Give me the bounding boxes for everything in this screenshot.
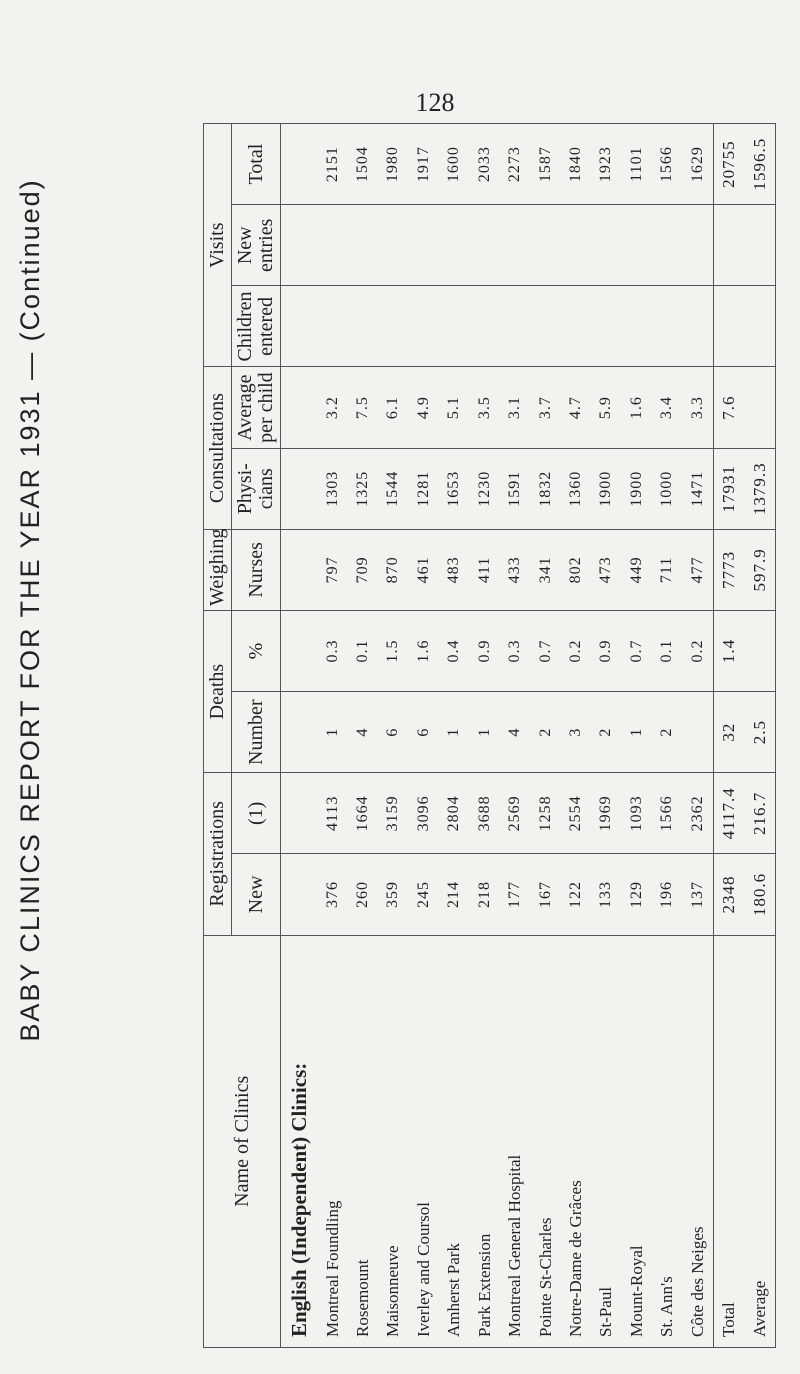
new-entries-cell	[469, 205, 499, 286]
clinic-name: Mount-Royal	[622, 935, 652, 1347]
num-cell: 3	[561, 692, 591, 773]
num-cell: 2.5	[744, 692, 775, 773]
total-cell: 1917	[409, 124, 439, 205]
table-row	[469, 124, 499, 1348]
children-entered-cell	[469, 286, 499, 367]
table-row	[439, 124, 469, 1348]
num-cell: 2	[591, 692, 621, 773]
nurses-cell: 802	[561, 529, 591, 610]
clinic-name: Maisonneuve	[378, 935, 408, 1347]
num-cell: 6	[409, 692, 439, 773]
avg-cell: 3.3	[682, 367, 713, 448]
total-cell: 1840	[561, 124, 591, 205]
total-cell: 1980	[378, 124, 408, 205]
reg1-cell: 1664	[348, 773, 378, 854]
phys-cell: 17931	[713, 448, 744, 529]
table-row	[348, 124, 378, 1348]
num-cell: 32	[713, 692, 744, 773]
new-cell: 260	[348, 854, 378, 935]
children-entered-cell	[500, 286, 530, 367]
num-cell: 6	[378, 692, 408, 773]
new-entries-cell	[378, 205, 408, 286]
new-cell: 167	[530, 854, 560, 935]
table-body	[281, 124, 776, 1348]
avg-cell	[744, 367, 775, 448]
header-group-row	[204, 124, 232, 1348]
children-entered-cell	[409, 286, 439, 367]
avg-cell: 7.6	[713, 367, 744, 448]
phys-cell: 1471	[682, 448, 713, 529]
clinic-name: Rosemount	[348, 935, 378, 1347]
pct-cell: 0.7	[622, 610, 652, 691]
avg-cell: 3.4	[652, 367, 682, 448]
table-row	[409, 124, 439, 1348]
new-cell: 122	[561, 854, 591, 935]
reg1-cell: 4113	[317, 773, 347, 854]
new-cell: 137	[682, 854, 713, 935]
num-cell: 4	[500, 692, 530, 773]
children-entered-cell	[439, 286, 469, 367]
total-cell: 1923	[591, 124, 621, 205]
table-row	[622, 124, 652, 1348]
header-pct: %	[232, 610, 281, 691]
pct-cell: 0.1	[348, 610, 378, 691]
pct-cell: 1.6	[409, 610, 439, 691]
children-entered-cell	[652, 286, 682, 367]
clinic-name: Total	[713, 935, 744, 1347]
avg-cell: 3.1	[500, 367, 530, 448]
header-registrations: Registrations	[204, 773, 232, 935]
pct-cell: 0.2	[561, 610, 591, 691]
table-row	[561, 124, 591, 1348]
children-entered-cell	[622, 286, 652, 367]
avg-cell: 3.2	[317, 367, 347, 448]
nurses-cell: 711	[652, 529, 682, 610]
reg1-cell: 3688	[469, 773, 499, 854]
reg1-cell: 4117.4	[713, 773, 744, 854]
avg-cell: 3.7	[530, 367, 560, 448]
header-consultations: Consultations	[204, 367, 232, 529]
pct-cell: 0.4	[439, 610, 469, 691]
average-row	[744, 124, 775, 1348]
new-entries-cell	[409, 205, 439, 286]
num-cell: 1	[469, 692, 499, 773]
clinic-name: Park Extension	[469, 935, 499, 1347]
header-number: Number	[232, 692, 281, 773]
children-entered-cell	[348, 286, 378, 367]
new-entries-cell	[622, 205, 652, 286]
header-average-per-child: Average per child	[232, 367, 281, 448]
new-cell: 180.6	[744, 854, 775, 935]
avg-cell: 7.5	[348, 367, 378, 448]
reg1-cell: 1566	[652, 773, 682, 854]
header-reg1: (1)	[232, 773, 281, 854]
total-cell: 2033	[469, 124, 499, 205]
nurses-cell: 597.9	[744, 529, 775, 610]
page-number: 128	[415, 88, 455, 117]
clinic-name: Iverley and Coursol	[409, 935, 439, 1347]
children-entered-cell	[561, 286, 591, 367]
num-cell: 1	[317, 692, 347, 773]
new-cell: 177	[500, 854, 530, 935]
total-cell: 2273	[500, 124, 530, 205]
header-weighing: Weighing	[204, 529, 232, 610]
new-entries-cell	[439, 205, 469, 286]
total-cell: 1600	[439, 124, 469, 205]
phys-cell: 1281	[409, 448, 439, 529]
clinic-name: Amherst Park	[439, 935, 469, 1347]
new-cell: 245	[409, 854, 439, 935]
header-new-entries: New entries	[232, 205, 281, 286]
phys-cell: 1900	[591, 448, 621, 529]
reg1-cell: 2362	[682, 773, 713, 854]
phys-cell: 1325	[348, 448, 378, 529]
children-entered-cell	[744, 286, 775, 367]
reg1-cell: 3159	[378, 773, 408, 854]
clinic-name: Montreal Foundling	[317, 935, 347, 1347]
new-cell: 129	[622, 854, 652, 935]
header-physicians: Physi-cians	[232, 448, 281, 529]
pct-cell: 0.9	[591, 610, 621, 691]
new-cell: 196	[652, 854, 682, 935]
children-entered-cell	[378, 286, 408, 367]
reg1-cell: 3096	[409, 773, 439, 854]
clinics-table	[203, 123, 776, 1348]
new-cell: 376	[317, 854, 347, 935]
new-entries-cell	[530, 205, 560, 286]
num-cell: 4	[348, 692, 378, 773]
pct-cell: 0.1	[652, 610, 682, 691]
header-nurses: Nurses	[232, 529, 281, 610]
new-entries-cell	[744, 205, 775, 286]
total-cell: 1596.5	[744, 124, 775, 205]
pct-cell: 0.3	[500, 610, 530, 691]
new-cell: 359	[378, 854, 408, 935]
new-entries-cell	[348, 205, 378, 286]
clinic-name: Côte des Neiges	[682, 935, 713, 1347]
new-entries-cell	[682, 205, 713, 286]
table-row	[378, 124, 408, 1348]
table-row	[652, 124, 682, 1348]
header-children-entered: Children entered	[232, 286, 281, 367]
pct-cell	[744, 610, 775, 691]
avg-cell: 5.1	[439, 367, 469, 448]
header-deaths: Deaths	[204, 610, 232, 772]
table-row	[591, 124, 621, 1348]
nurses-cell: 477	[682, 529, 713, 610]
nurses-cell: 797	[317, 529, 347, 610]
reg1-cell: 2804	[439, 773, 469, 854]
nurses-cell: 341	[530, 529, 560, 610]
total-row	[713, 124, 744, 1348]
header-new: New	[232, 854, 281, 935]
phys-cell: 1230	[469, 448, 499, 529]
report-table-wrapper	[203, 123, 776, 1348]
num-cell: 1	[622, 692, 652, 773]
side-title: BABY CLINICS REPORT FOR THE YEAR 1931 — (Continued)	[15, 178, 45, 1042]
num-cell: 1	[439, 692, 469, 773]
section-heading: English (Independent) Clinics:	[281, 935, 318, 1347]
table-row	[530, 124, 560, 1348]
new-entries-cell	[317, 205, 347, 286]
pct-cell: 1.4	[713, 610, 744, 691]
total-cell: 1504	[348, 124, 378, 205]
phys-cell: 1303	[317, 448, 347, 529]
nurses-cell: 473	[591, 529, 621, 610]
new-entries-cell	[652, 205, 682, 286]
new-entries-cell	[713, 205, 744, 286]
total-cell: 20755	[713, 124, 744, 205]
nurses-cell: 449	[622, 529, 652, 610]
avg-cell: 5.9	[591, 367, 621, 448]
nurses-cell: 433	[500, 529, 530, 610]
children-entered-cell	[682, 286, 713, 367]
section-row	[281, 124, 318, 1348]
nurses-cell: 709	[348, 529, 378, 610]
new-entries-cell	[591, 205, 621, 286]
new-cell: 2348	[713, 854, 744, 935]
phys-cell: 1360	[561, 448, 591, 529]
pct-cell: 0.7	[530, 610, 560, 691]
pct-cell: 0.3	[317, 610, 347, 691]
new-cell: 218	[469, 854, 499, 935]
children-entered-cell	[317, 286, 347, 367]
pct-cell: 0.9	[469, 610, 499, 691]
reg1-cell: 216.7	[744, 773, 775, 854]
reg1-cell: 2554	[561, 773, 591, 854]
total-cell: 1101	[622, 124, 652, 205]
num-cell: 2	[530, 692, 560, 773]
header-visits: Visits	[204, 124, 232, 368]
new-entries-cell	[500, 205, 530, 286]
num-cell: 2	[652, 692, 682, 773]
table-row	[682, 124, 713, 1348]
avg-cell: 4.7	[561, 367, 591, 448]
clinic-name: St. Ann's	[652, 935, 682, 1347]
children-entered-cell	[591, 286, 621, 367]
avg-cell: 4.9	[409, 367, 439, 448]
pct-cell: 1.5	[378, 610, 408, 691]
num-cell	[682, 692, 713, 773]
clinic-name: Pointe St-Charles	[530, 935, 560, 1347]
reg1-cell: 1258	[530, 773, 560, 854]
phys-cell: 1544	[378, 448, 408, 529]
phys-cell: 1591	[500, 448, 530, 529]
clinic-name: Average	[744, 935, 775, 1347]
phys-cell: 1900	[622, 448, 652, 529]
nurses-cell: 870	[378, 529, 408, 610]
total-cell: 1629	[682, 124, 713, 205]
phys-cell: 1000	[652, 448, 682, 529]
nurses-cell: 7773	[713, 529, 744, 610]
nurses-cell: 483	[439, 529, 469, 610]
clinic-name: Montreal General Hospital	[500, 935, 530, 1347]
nurses-cell: 461	[409, 529, 439, 610]
header-total: Total	[232, 124, 281, 205]
total-cell: 1566	[652, 124, 682, 205]
nurses-cell: 411	[469, 529, 499, 610]
clinic-name: Notre-Dame de Grâces	[561, 935, 591, 1347]
avg-cell: 1.6	[622, 367, 652, 448]
new-entries-cell	[561, 205, 591, 286]
reg1-cell: 1093	[622, 773, 652, 854]
clinic-name: St-Paul	[591, 935, 621, 1347]
reg1-cell: 1969	[591, 773, 621, 854]
reg1-cell: 2569	[500, 773, 530, 854]
children-entered-cell	[530, 286, 560, 367]
total-cell: 1587	[530, 124, 560, 205]
table-row	[317, 124, 347, 1348]
header-name: Name of Clinics	[204, 935, 281, 1347]
new-cell: 214	[439, 854, 469, 935]
phys-cell: 1379.3	[744, 448, 775, 529]
phys-cell: 1832	[530, 448, 560, 529]
pct-cell: 0.2	[682, 610, 713, 691]
table-row	[500, 124, 530, 1348]
new-cell: 133	[591, 854, 621, 935]
children-entered-cell	[713, 286, 744, 367]
total-cell: 2151	[317, 124, 347, 205]
avg-cell: 6.1	[378, 367, 408, 448]
phys-cell: 1653	[439, 448, 469, 529]
avg-cell: 3.5	[469, 367, 499, 448]
